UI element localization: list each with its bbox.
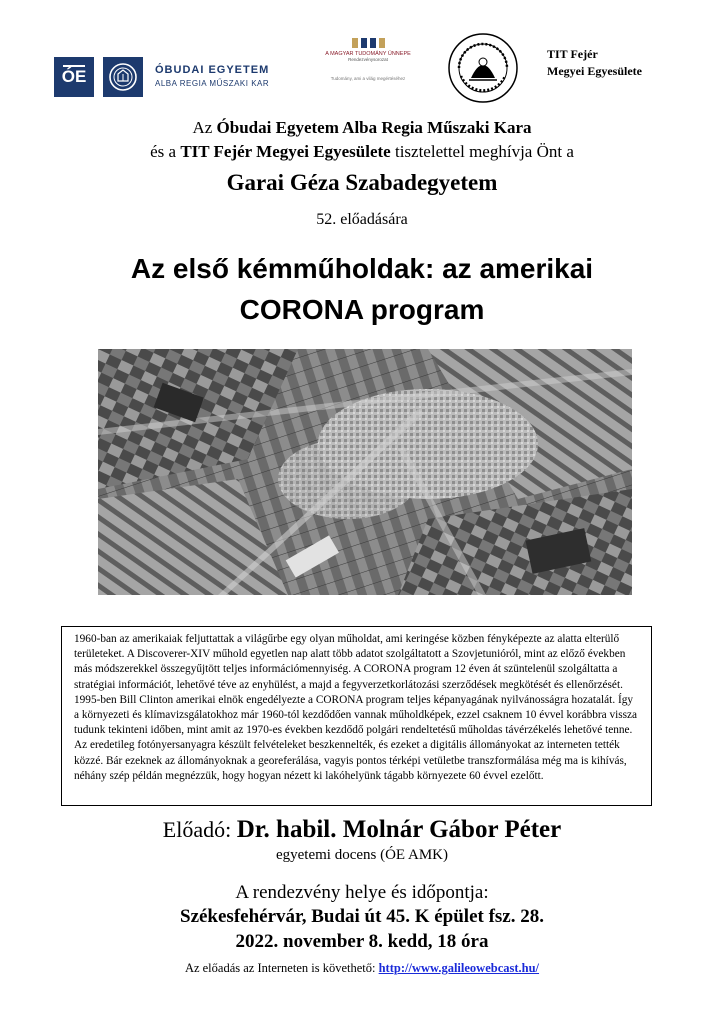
presenter-role: egyetemi docens (ÓE AMK): [275, 847, 449, 863]
venue-address: Székesfehérvár, Budai út 45. K épület fsz. 28.: [180, 906, 544, 927]
tit-name-line1: TIT Fejér: [547, 47, 598, 61]
mtu-line3: Tudomány, ami a világ megértéséhez: [330, 76, 406, 81]
satellite-photo: [98, 349, 632, 595]
intro-line1-pre: Az: [192, 118, 217, 137]
lecture-title-line2: CORONA program: [239, 294, 485, 325]
stream-link[interactable]: http://www.galileowebcast.hu/: [378, 961, 540, 975]
tit-seal-icon: [447, 32, 519, 104]
presenter-name: Dr. habil. Molnár Gábor Péter: [236, 816, 562, 843]
oe-name-line2: ALBA REGIA MŰSZAKI KAR: [155, 79, 270, 88]
lecture-number: 52. előadására: [316, 211, 408, 228]
description-paragraph-1: 1960-ban az amerikaiak feljuttattak a világűrbe egy olyan műholdat, ami keringése közben fényképezte az alatta elterülő területeket. A Discoverer-XIV műhold egyetlen nap alatt több adatot szolgáltatott a Szovjetunióról, mint az előző években más módszerekkel összegyűjtött teljes információmennyiség. A CORONA program 12 éven át szüntelenül szolgáltatta a stratégiai információt, lehetővé téve az enyhülést, a majd a fegyverzetkorlátozási szerződések megkötését és ellenőrzését.: [74, 633, 626, 691]
event-datetime: 2022. november 8. kedd, 18 óra: [235, 931, 489, 952]
description-paragraph-2: 1995-ben Bill Clinton amerikai elnök engedélyezte a CORONA program teljes képanyagának nyilvánosságra hozatalát. Így a környezeti és klímavizsgálatokhoz már 1960-tól kezdődően vannak műholdképek, ezzel csaknem 10 évvel korábbra vissza tudunk tekinteni időben, mint amit az 1970-es években kezdődő polgári rendeltetésű műholdas távérzékelés lehetővé tenne. Az eredetileg fotónyersanyagra készült felvételeket beszkennelték, és ezeket a digitális állományokat az interneten tették közzé. Bár ezeknek az állományoknak a georeferálása, vagyis pontos térképi vetületbe transzformálása még ma is kihívás, néhány szép példán megnézzük, hogy hogyan nézett ki lakóhelyünk tágabb környezete 60 évvel ezelőtt.: [74, 693, 638, 782]
series-title: Garai Géza Szabadegyetem: [226, 170, 498, 195]
venue-heading: A rendezvény helye és időpontja:: [235, 882, 489, 903]
mtu-line1: A MAGYAR TUDOMÁNY ÜNNEPE: [325, 51, 411, 57]
tit-name: [547, 46, 642, 80]
intro-line2-post: tisztelettel meghívja Önt a: [390, 142, 574, 161]
oe-mark-text: ÓE: [61, 67, 87, 86]
mtu-line2: Rendezvénysorozat: [348, 57, 388, 62]
lecture-title-line1: Az első kémműholdak: az amerikai: [130, 253, 594, 284]
mtu-logo: [322, 38, 414, 96]
obuda-university-mark: [54, 57, 94, 97]
description-box: [61, 626, 652, 806]
presenter-label: Előadó:: [162, 817, 237, 842]
intro-line-2: [0, 142, 724, 162]
oe-name-line1: ÓBUDAI EGYETEM: [155, 64, 270, 76]
header-logos: [0, 0, 724, 115]
obuda-university-name: [155, 64, 269, 88]
books-logo-icon: [322, 38, 414, 48]
intro-line2-bold: TIT Fejér Megyei Egyesülete: [180, 142, 391, 161]
intro-line-1: [0, 118, 724, 138]
intro-line2-pre: és a: [150, 142, 181, 161]
university-seal-icon: [103, 57, 143, 97]
lecture-title: [0, 248, 724, 330]
presenter: [0, 816, 724, 844]
tit-name-line2: Megyei Egyesülete: [547, 64, 642, 78]
stream-text: Az előadás az Interneten is követhető:: [184, 961, 379, 975]
stream-info: [0, 961, 724, 976]
mark-bar: [63, 65, 85, 67]
intro-line1-bold: Óbudai Egyetem Alba Regia Műszaki Kara: [216, 118, 532, 137]
